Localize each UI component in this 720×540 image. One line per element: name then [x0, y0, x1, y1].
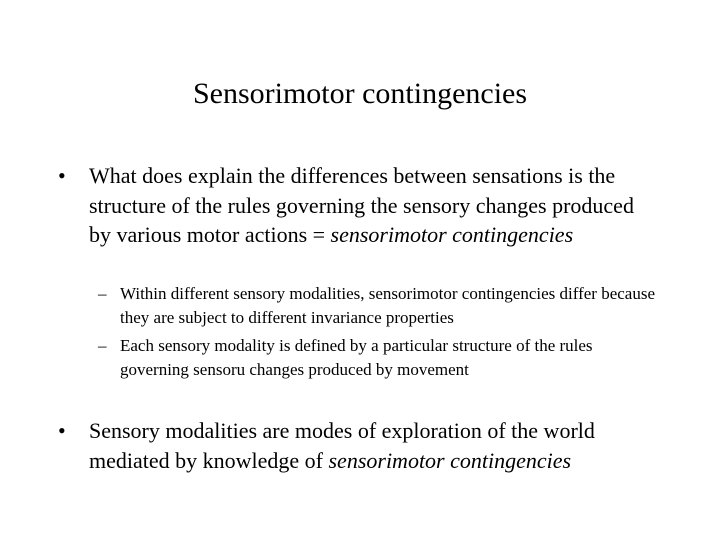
bullet-text: [89, 161, 658, 250]
dash-icon: –: [98, 336, 107, 355]
sub-bullet-text: Within different sensory modalities, sensorimotor contingencies differ because they are subject to different invariance properties: [120, 284, 655, 327]
sub-bullet-item: [98, 334, 658, 382]
bullet-emphasis: sensorimotor contingencies: [328, 447, 572, 473]
bullet-icon: •: [58, 163, 66, 188]
slide-title: Sensorimotor contingencies: [192, 77, 528, 110]
bullet-icon: •: [58, 418, 66, 443]
dash-icon: –: [98, 284, 107, 303]
sub-bullet-text: Each sensory modality is defined by a particular structure of the rules governing sensoru changes produced by movement: [120, 336, 593, 379]
bullet-item: [58, 416, 658, 475]
sub-bullet-item: [98, 282, 658, 330]
bullet-text: [89, 416, 658, 475]
bullet-body: What does explain the differences between sensations is the structure of the rules governing the sensory changes produced by various motor actions =: [89, 163, 634, 247]
bullet-body: Sensory modalities are modes of exploration of the world mediated by knowledge of: [89, 418, 595, 473]
bullet-emphasis: sensorimotor contingencies: [330, 222, 574, 247]
bullet-item: [58, 161, 658, 250]
